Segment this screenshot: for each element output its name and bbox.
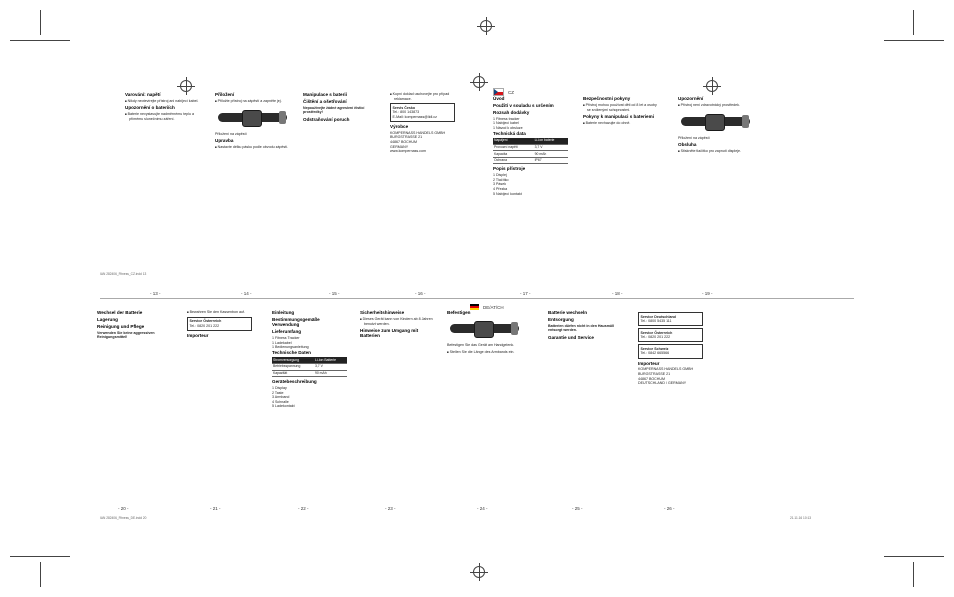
list-item: 1 Fitness tracker — [493, 116, 520, 121]
column-cz-3 — [303, 92, 378, 287]
heading: Rozsah dodávky — [493, 109, 530, 115]
address-line: KOMPERNASS HANDELS GMBH — [638, 367, 694, 372]
flag-cz-icon — [493, 88, 504, 96]
column-cz-2 — [215, 92, 290, 287]
service-box — [390, 103, 455, 122]
column-cz-6 — [583, 96, 658, 287]
registration-mark — [180, 80, 192, 92]
heading: Odstraňování poruch — [303, 117, 350, 122]
part-item: 2 Taste — [272, 390, 284, 395]
page-number: - 20 - — [118, 506, 129, 511]
file-slug: IAN 282406_Fitness_CZ.indd 13 — [100, 272, 147, 276]
service-email: E-Mail: kompernass@lidl.cz — [392, 114, 437, 119]
heading: Použití v souladu s určením — [493, 102, 554, 108]
table-cell: Provozní napětí — [493, 144, 534, 151]
heading: Technická data — [493, 130, 526, 136]
heading: Obsluha — [678, 142, 697, 148]
heading: Přiložení — [215, 92, 235, 97]
trim-mark — [10, 40, 70, 41]
paragraph: ■ Bewahren Sie den Kassenbon auf. — [187, 310, 262, 315]
part-item: 2 Tlačítko — [493, 177, 509, 182]
language-tag-cz: CZ — [493, 88, 514, 96]
page-number: - 23 - — [385, 506, 396, 511]
page-number: - 22 - — [298, 506, 309, 511]
heading: Čištění a ošetřování — [303, 98, 347, 104]
list-item: 1 Nabíjecí kabel — [493, 121, 519, 126]
page-number: - 24 - — [477, 506, 488, 511]
table-row — [272, 363, 347, 370]
registration-mark — [473, 566, 485, 578]
page-number: - 25 - — [572, 506, 583, 511]
list-item: 1 Bedienungsanleitung — [272, 345, 309, 350]
address-line: 44867 BOCHUM — [390, 140, 417, 145]
fitness-tracker-illustration — [215, 107, 290, 129]
table-cell: Li-Ion baterie — [534, 138, 568, 144]
figure-caption: Přiložení na zápěstí — [215, 131, 247, 136]
clasp — [742, 115, 749, 128]
trim-mark — [40, 562, 41, 587]
heading: Technische Daten — [272, 349, 311, 355]
fitness-tracker-illustration — [678, 111, 753, 133]
table-cell: Napájení — [493, 138, 534, 144]
table-cell: Li-Ion Batterie — [314, 357, 347, 363]
clasp — [511, 322, 518, 335]
trim-mark — [884, 556, 944, 557]
paragraph: ■ Přístroj není zdravotnický prostředek. — [678, 103, 753, 108]
heading: Sicherheitshinweise — [360, 310, 405, 315]
page-number: - 16 - — [415, 291, 426, 296]
page-divider — [100, 298, 854, 299]
paragraph: ■ Kupní doklad uschovejte pro případ reklamace. — [390, 92, 465, 101]
heading: Upravba — [215, 138, 234, 144]
page-number: - 21 - — [210, 506, 221, 511]
heading: Gerätebeschreibung — [272, 379, 317, 385]
heading: Lieferumfang — [272, 329, 302, 335]
tech-data-table — [272, 357, 347, 377]
heading: Garantie und Service — [548, 335, 594, 340]
page-number: - 15 - — [329, 291, 340, 296]
trim-mark — [40, 10, 41, 35]
service-box — [638, 328, 703, 342]
address-line: GERMANY — [390, 144, 409, 149]
heading: Výrobce — [390, 123, 409, 129]
warning-text: Batterien dürfen nicht in den Hausmüll entsorgt werden. — [548, 323, 615, 333]
heading: Pokyny k manipulaci s bateriemi — [583, 113, 654, 119]
column-cz-5 — [493, 96, 568, 287]
column-de-6 — [548, 310, 623, 500]
service-label: Service Schweiz — [640, 346, 669, 351]
table-row — [493, 144, 568, 151]
heading: Importeur — [638, 360, 660, 366]
list-item: 1 Fitness Tracker — [272, 336, 300, 341]
heading: Hinweise zum Umgang mit Batterien — [360, 327, 419, 338]
warning-text: Nepoužívejte žádné agresivní čisticí prostředky! — [303, 105, 365, 115]
registration-mark — [706, 80, 718, 92]
heading: Reinigung und Pflege — [97, 323, 145, 329]
table-row — [272, 370, 347, 377]
heading: Varování: napětí — [125, 92, 161, 97]
tracker-display — [705, 114, 725, 131]
part-item: 1 Displej — [493, 173, 507, 178]
service-phone: Tel.: 0842 665566 — [640, 351, 670, 356]
tech-data-table — [493, 138, 568, 164]
page-number: - 13 - — [150, 291, 161, 296]
heading: Einleitung — [272, 310, 295, 315]
paragraph: ■ Baterie nevystavujte nadměrnému teplu a přímému slunečnímu záření. — [125, 112, 200, 121]
figure-caption: Přiložení na zápěstí — [678, 135, 710, 140]
heading: Bestimmungsgemäße Verwendung — [272, 316, 320, 328]
service-phone: Tel.: 0820 201 222 — [189, 323, 220, 328]
paragraph: ■ Stiskněte tlačítko pro zapnutí displeje. — [678, 149, 753, 154]
table-cell: Betriebsspannung — [272, 363, 314, 370]
column-de-3 — [272, 310, 347, 500]
service-box — [638, 312, 703, 326]
figure-caption: Befestigen Sie das Gerät am Handgelenk. — [447, 343, 515, 348]
trim-mark — [913, 10, 914, 35]
part-item: 1 Display — [272, 386, 287, 390]
paragraph: ■ Přiložte přístroj na zápěstí a zapněte jej. — [215, 99, 290, 104]
heading: Úvod — [493, 96, 505, 101]
warning-text: Verwenden Sie keine aggressiven Reinigungsmittel! — [97, 330, 155, 340]
service-phone: Tel.: 0820 201 222 — [640, 335, 671, 340]
part-item: 5 Ladekontakt — [272, 404, 295, 409]
heading: Lagerung — [97, 316, 118, 322]
column-cz-7 — [678, 96, 753, 287]
table-cell: Kapazität — [272, 370, 314, 377]
file-slug: IAN 282406_Fitness_DE.indd 20 — [100, 516, 147, 520]
heading: Wechsel der Batterie — [97, 310, 143, 315]
page-number: - 14 - — [241, 291, 252, 296]
trim-mark — [10, 556, 70, 557]
list-item: 1 Návod k obsluze — [493, 125, 523, 130]
column-de-4 — [360, 310, 435, 500]
table-row — [493, 151, 568, 158]
trim-mark — [884, 40, 944, 41]
paragraph: ■ Nikdy neotevírejte přístroj ani nabíjecí kabel. — [125, 99, 200, 104]
address-line: DEUTSCHLAND / GERMANY — [638, 381, 687, 386]
service-box — [187, 317, 252, 331]
heading: Batterie wechseln — [548, 310, 588, 315]
heading: Popis přístroje — [493, 166, 526, 172]
column-cz-1 — [125, 92, 200, 287]
heading: Importeur — [187, 332, 209, 338]
part-item: 4 Schnalle — [272, 399, 289, 404]
service-phone: Tel.: 0800 5435 111 — [640, 319, 672, 324]
table-cell: 3,7 V — [534, 144, 568, 151]
table-cell: Stromversorgung — [272, 357, 314, 363]
heading: Upozornění o bateriích — [125, 105, 175, 110]
trim-mark — [913, 562, 914, 587]
service-phone: Tel.: 800 143873 — [392, 110, 420, 115]
column-de-2 — [187, 310, 262, 500]
heading: Bezpečnostní pokyny — [583, 96, 631, 101]
paragraph: ■ Stellen Sie die Länge des Armbands ein. — [447, 350, 522, 355]
heading: Befestigen — [447, 310, 471, 315]
file-timestamp: 21.11.16 10:13 — [790, 516, 812, 520]
column-de-1 — [97, 310, 172, 500]
address-line: BURGSTRASSE 21 — [390, 135, 423, 140]
service-label: Servis Česko — [392, 105, 416, 110]
service-box — [638, 344, 703, 358]
part-item: 3 Armband — [272, 395, 290, 400]
registration-mark — [480, 20, 492, 32]
heading: Entsorgung — [548, 316, 574, 322]
part-item: 5 Nabíjecí kontakt — [493, 191, 522, 196]
clasp — [279, 111, 286, 124]
page-number: - 26 - — [664, 506, 675, 511]
table-row — [493, 157, 568, 164]
page-number: - 19 - — [702, 291, 713, 296]
paragraph: ■ Dieses Gerät kann von Kindern ab 8 Jahren benutzt werden. — [360, 317, 435, 326]
table-cell: Ochrana — [493, 157, 534, 164]
tracker-display — [242, 110, 262, 127]
column-de-5 — [447, 310, 522, 500]
address-line: 44867 BOCHUM — [638, 376, 665, 381]
address-line: KOMPERNASS HANDELS GMBH — [390, 130, 446, 135]
paragraph: ■ Baterie nevhazujte do ohně. — [583, 121, 658, 126]
address-line: BURGSTRASSE 21 — [638, 372, 671, 377]
list-item: 1 Ladekabel — [272, 340, 292, 345]
service-label: Service Österreich — [640, 330, 673, 335]
page-number: - 17 - — [520, 291, 531, 296]
heading: Upozornění — [678, 96, 704, 101]
service-label: Service Deutschland — [640, 314, 676, 319]
fitness-tracker-illustration — [447, 318, 522, 340]
table-cell: 90 mAh — [314, 370, 347, 377]
service-label: Service Österreich — [189, 319, 222, 324]
table-cell: 3,7 V — [314, 363, 347, 370]
page-number: - 18 - — [612, 291, 623, 296]
registration-mark — [473, 76, 485, 88]
table-cell: 90 mAh — [534, 151, 568, 158]
column-de-7 — [638, 310, 718, 500]
paragraph: ■ Nastavte délku pásku podle obvodu zápěstí. — [215, 145, 290, 150]
part-item: 3 Pásek — [493, 182, 506, 187]
paragraph: ■ Přístroj mohou používat děti od 8 let a osoby se sníženými schopnostmi. — [583, 103, 658, 112]
part-item: 4 Přezka — [493, 186, 508, 191]
language-tag-de: DE/AT/CH — [470, 304, 504, 310]
table-cell: IP67 — [534, 157, 568, 164]
table-cell: Kapacita — [493, 151, 534, 158]
address-line: www.kompernass.com — [390, 149, 426, 154]
column-cz-4 — [390, 92, 465, 287]
heading: Manipulace s baterií — [303, 92, 347, 97]
tracker-display — [474, 321, 494, 338]
